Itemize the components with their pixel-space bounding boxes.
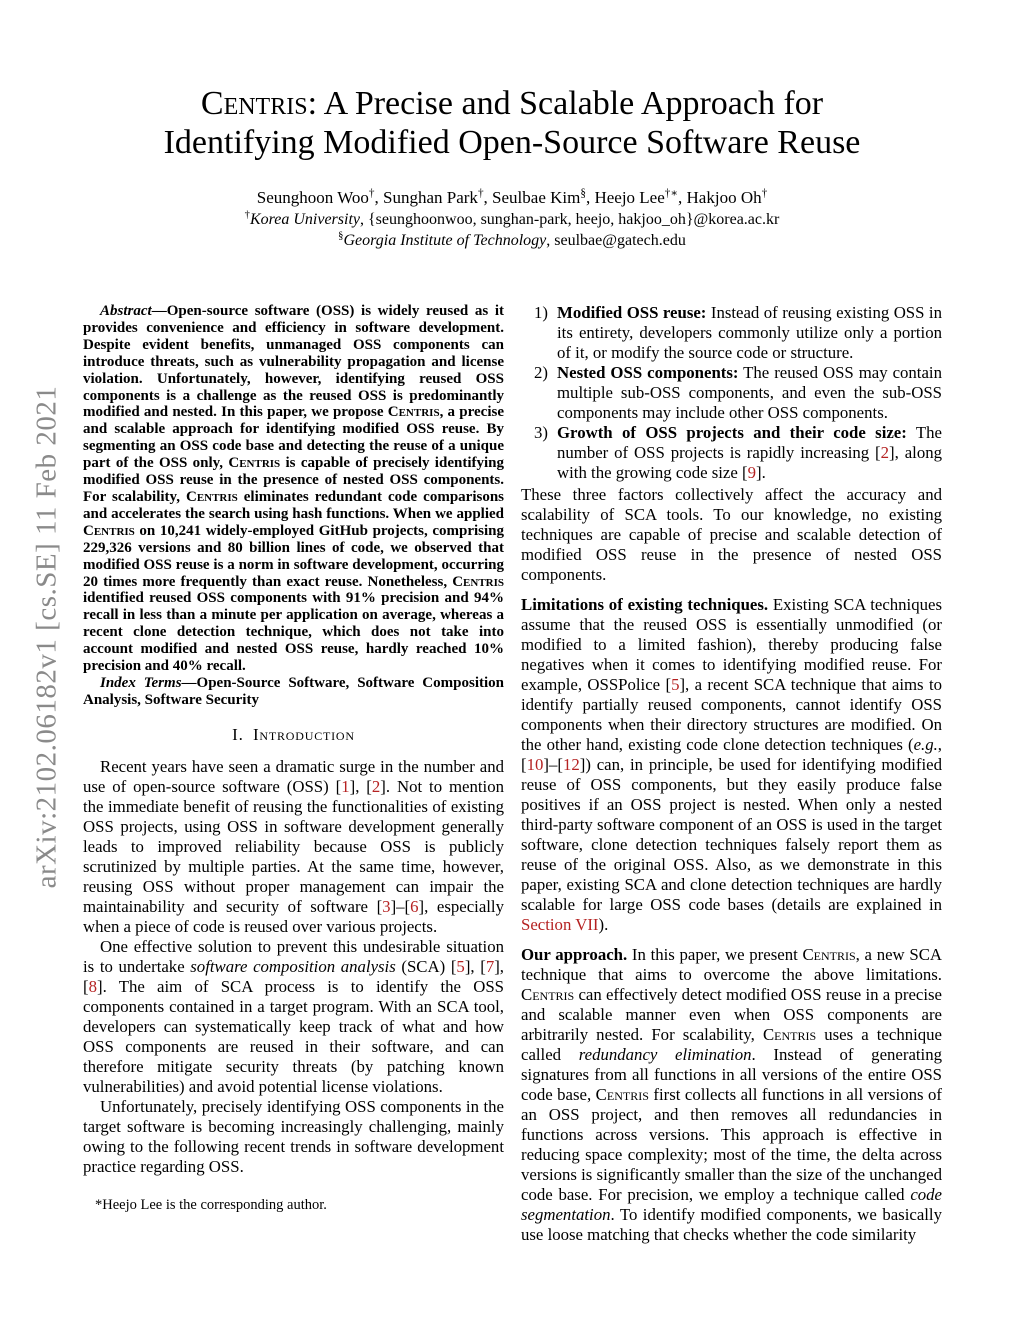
ref-link[interactable]: 7: [485, 956, 495, 976]
text-run: ], especially when a piece of code is reused over various projects.: [83, 896, 504, 936]
right-column: [521, 303, 942, 1245]
ref-link[interactable]: 8: [88, 976, 97, 996]
text-run: , a new SCA technique that aims to overcome the above limitations.: [521, 945, 943, 984]
text-run: Index Terms: [100, 674, 182, 691]
text-run: The reused OSS may contain multiple sub-OSS components, and even the sub-OSS components may include other OSS components.: [557, 363, 942, 422]
abstract-paragraph: [83, 303, 504, 675]
intro-paragraph-1: [83, 757, 504, 937]
text-run: (SCA) [: [395, 956, 457, 976]
text-run: †: [761, 187, 768, 200]
text-run: can effectively detect modified OSS reuse in a precise and scalable manner even when OSS components are arbitrarily nested. For scalability,: [521, 985, 942, 1044]
text-run: ]–[: [543, 755, 563, 774]
text-run: Centris: [452, 573, 504, 590]
text-run: Centris: [762, 1025, 817, 1044]
index-terms-paragraph: [83, 675, 504, 709]
text-run: Existing SCA techniques assume that the reused OSS is essentially unmodified (or modified to a limited fashion), thereby producing false negatives when it comes to identifying modified reuse. For example, OSSPolice [: [521, 595, 942, 694]
ref-link[interactable]: 5: [456, 956, 465, 976]
text-run: In this paper, we present: [627, 945, 803, 964]
ref-link[interactable]: 10: [526, 755, 544, 774]
text-run: ], [: [349, 776, 372, 796]
text-run: Nested OSS components:: [557, 363, 739, 382]
text-run: ].: [756, 463, 766, 482]
text-run: uses a technique called: [521, 1025, 943, 1064]
numbered-list-item-2: [521, 363, 942, 423]
intro-paragraph-3: [83, 1097, 504, 1177]
text-run: , {seunghoonwoo, sunghan-park, heejo, hakjoo_oh}@korea.ac.kr: [360, 211, 780, 228]
text-run: I.: [232, 724, 253, 744]
list-text-2: [557, 363, 942, 423]
ref-link[interactable]: 2: [371, 776, 381, 796]
text-run: e.g.: [913, 735, 938, 754]
text-run: These three factors collectively affect the accuracy and scalability of SCA tools. To our knowledge, no existing techniques are capable of precise and scalable detection of modified OSS reuse in the presence of nested OSS components.: [521, 485, 942, 584]
text-run: —Open-Source Software, Software Composition Analysis, Software Security: [83, 674, 504, 708]
intro-paragraph-2: [83, 937, 504, 1097]
text-run: . Instead of generating signatures from all functions in all versions of the entire OSS code base,: [521, 1045, 942, 1104]
text-run: is capable of precisely identifying modified OSS reuse in the presence of nested OSS components. For scalability,: [83, 455, 504, 505]
text-run: on 10,241 widely-employed GitHub projects, comprising 229,326 versions and 80 billion lines of code, we observed that modified OSS reuse is a norm in software development, occurring 20 times more frequently than exact reuse. Nonetheless,: [83, 522, 504, 590]
text-run: Korea University: [249, 211, 360, 228]
text-run: Centris: [595, 1085, 649, 1104]
text-run: †: [244, 209, 250, 221]
text-run: . To identify modified components, we basically use loose matching that checks whether the code similarity: [521, 1205, 942, 1244]
text-run: ]. The aim of SCA process is to identify the OSS components contained in a target program. With an SCA tool, developers can systematically keep track of what and how OSS components are reused in their software, and can therefore mitigate security threats (by patching known vulnerabilities) and avoid potential license violations.: [83, 976, 504, 1096]
ref-link[interactable]: 12: [562, 755, 580, 774]
text-run: Growth of OSS projects and their code size:: [557, 423, 907, 442]
list-marker-1: 1): [534, 303, 548, 322]
text-run: Seunghoon Woo: [256, 188, 369, 207]
text-run: ]–[: [390, 896, 411, 916]
text-run: , seulbae@gatech.edu: [546, 232, 686, 249]
text-run: The number of OSS projects is rapidly increasing [: [557, 423, 943, 462]
text-run: : A Precise and Scalable Approach for: [307, 85, 824, 122]
numbered-list-item-3: [521, 423, 942, 483]
list-text-1: [557, 303, 942, 363]
text-run: †: [477, 187, 484, 200]
text-run: , Seulbae Kim: [483, 188, 581, 207]
text-run: Limitations of existing techniques.: [521, 595, 769, 614]
text-run: †∗: [664, 187, 679, 200]
text-run: first collects all functions in all versions of an OSS project, and then removes all redundancies in functions across versions. This approach is effective in reducing space complexity; most of the time, the delta across versions is significantly smaller than the size of the unchanged code base. For precision, we employ a technique called: [521, 1085, 942, 1204]
text-run: Recent years have seen a dramatic surge in the number and use of open-source software (OSS) [: [83, 756, 504, 796]
text-run: Centris: [802, 945, 856, 964]
ref-link[interactable]: 1: [341, 776, 350, 796]
text-run: Georgia Institute of Technology: [343, 232, 547, 249]
our-approach-paragraph: [521, 945, 942, 1245]
text-run: software composition analysis: [190, 956, 396, 976]
text-run: Our approach.: [521, 945, 628, 964]
ref-link[interactable]: 6: [410, 896, 419, 916]
text-run: , a precise and scalable approach for identifying modified OSS reuse. By segmenting an OSS code base and detecting the reuse of a unique part of the OSS only,: [83, 404, 504, 472]
affiliation-georgia-tech: [0, 230, 1024, 251]
ref-link[interactable]: 5: [671, 675, 680, 694]
text-run: eliminates redundant code comparisons and accelerates the search using hash functions. When we applied: [83, 488, 505, 522]
text-run: , Heejo Lee: [585, 188, 665, 207]
text-run: ], [: [83, 956, 504, 996]
text-run: ]. Not to mention the immediate benefit of reusing the functionalities of existing OSS projects, using OSS in software development generally leads to improved reliability because OSS is publicly scrutinized by multiple parties. At the same time, however, reusing OSS without proper management can impair the maintainability and security of software [: [83, 776, 505, 916]
text-run: ], a recent SCA technique that aims to identify partially reused components, cannot identify OSS components when their directory structures are modified. On the other hand, existing code clone detection techniques (: [521, 675, 942, 754]
text-run: Instead of reusing existing OSS in its entirety, developers commonly utilize only a portion of it, or modify the source code or structure.: [557, 303, 942, 362]
text-run: Modified OSS reuse:: [557, 303, 707, 322]
list-marker-3: 3): [534, 423, 548, 442]
numbered-list-item-1: [521, 303, 942, 363]
text-run: †: [368, 187, 375, 200]
ref-link[interactable]: 9: [747, 463, 756, 482]
text-run: ], [: [464, 956, 486, 976]
text-run: §: [580, 187, 586, 200]
affiliation-korea-university: [0, 209, 1024, 230]
limitations-paragraph: [521, 595, 942, 935]
text-run: , Hakjoo Oh: [678, 188, 762, 207]
text-run: Abstract: [100, 303, 152, 319]
ref-link[interactable]: 3: [382, 896, 391, 916]
text-run: Centris: [83, 522, 135, 539]
list-marker-2: 2): [534, 363, 548, 382]
paper-header: [0, 84, 1024, 251]
text-run: Centris: [228, 455, 281, 472]
left-column: [83, 303, 504, 1214]
arxiv-watermark: arXiv:2102.06182v1 [cs.SE] 11 Feb 2021: [30, 385, 63, 889]
three-factors-paragraph: [521, 485, 942, 585]
text-run: , [: [521, 735, 942, 774]
text-run: ]) can, in principle, be used for identifying modified reuse of OSS components, but they easily produce false positives if an OSS project is nested. When only a nested third-party software component of an OSS is used in the target software, clone detection techniques falsely report them as reuse of the original OSS. Also, as we demonstrate in this paper, existing SCA and clone detection techniques are hardly scalable for large OSS code bases (details are explained in: [521, 755, 942, 914]
text-run: §: [338, 230, 344, 242]
text-run: Centris: [185, 488, 238, 505]
author-line: [0, 186, 1024, 209]
title-line-2: Identifying Modified Open-Source Software Reuse: [163, 124, 861, 161]
text-run: ], along with the growing code size [: [557, 443, 943, 482]
text-run: redundancy elimination: [578, 1045, 752, 1064]
text-run: Centris: [200, 85, 308, 122]
text-run: , Sunghan Park: [374, 188, 478, 207]
text-run: One effective solution to prevent this undesirable situation is to undertake: [83, 936, 504, 976]
section-heading-introduction: [83, 725, 504, 745]
list-text-3: [557, 423, 942, 483]
text-run: code segmentation: [521, 1185, 942, 1224]
title-line-1: [0, 84, 1024, 123]
text-run: Unfortunately, precisely identifying OSS components in the target software is becoming increasingly challenging, mainly owing to the following recent trends in software development practice regarding OSS.: [83, 1096, 504, 1176]
text-run: Centris: [387, 404, 440, 421]
text-run: Centris: [521, 985, 575, 1004]
text-run: —Open-source software (OSS) is widely reused as it provides convenience and efficiency in software development. Despite evident benefits, unmanaged OSS components can introduce threats, such as vulnerability propagation and license violation. Unfortunately, however, identifying reused OSS components is a challenge as the reused OSS is predominantly modified and nested. In this paper, we propose: [83, 303, 504, 421]
text-run: Introduction: [252, 724, 355, 744]
paper-title: [0, 84, 1024, 162]
text-run: ).: [598, 915, 609, 934]
ref-link[interactable]: Section VII: [521, 915, 599, 934]
corresponding-author-footnote: *Heejo Lee is the corresponding author.: [95, 1196, 327, 1213]
text-run: identified reused OSS components with 91% precision and 94% recall in less than a minute per application on average, whereas a recent clone detection technique, which does not take into account modified and nested OSS reuse, hardly reached 10% precision and 40% recall.: [83, 590, 504, 675]
ref-link[interactable]: 2: [880, 443, 890, 462]
